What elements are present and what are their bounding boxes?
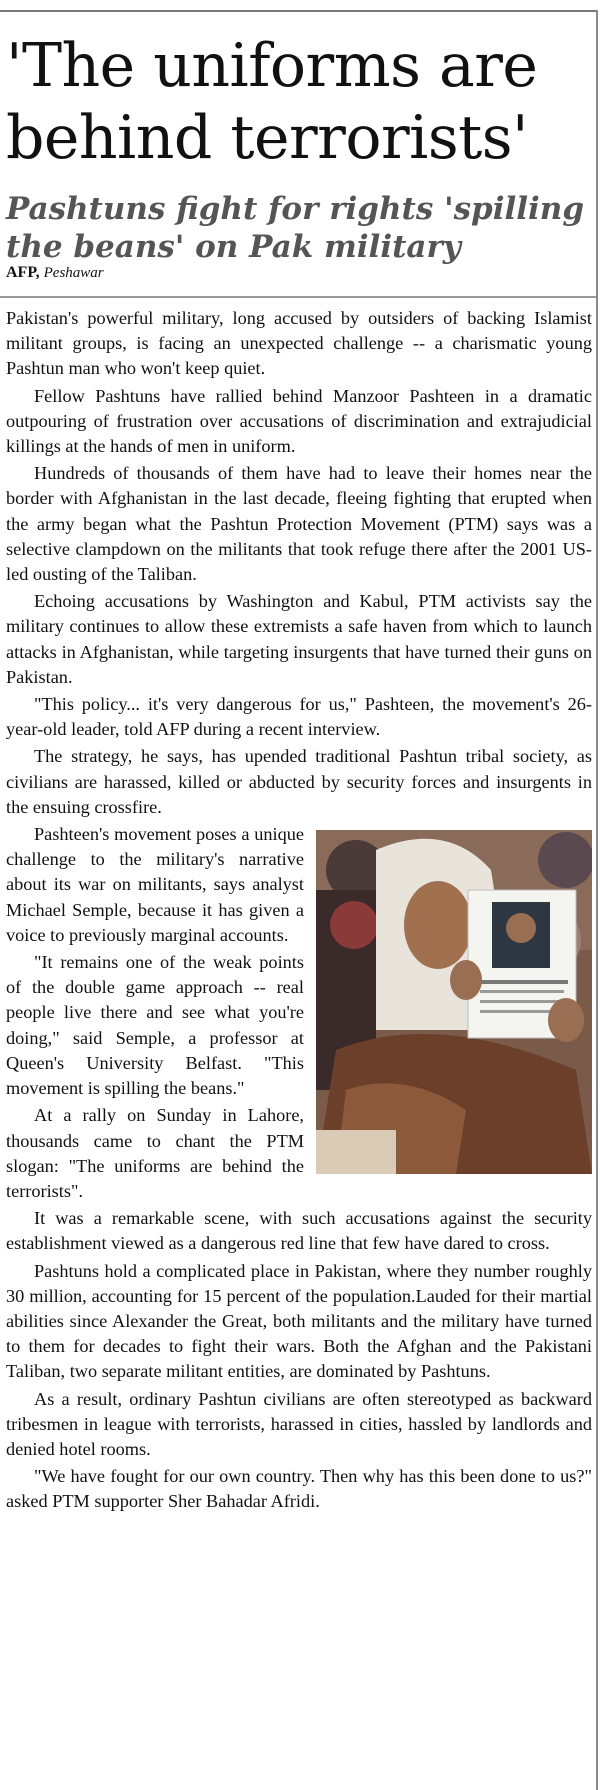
paragraph: Echoing accusations by Washington and Kabul, PTM activists say the military continues to allow these extremists a safe haven from which to launch attacks in Afghanistan, while targeting insurgents that have turned their guns on Pakistan. [6, 591, 592, 687]
paragraph: Pakistan's powerful military, long accused by outsiders of backing Islamist militant groups, is facing an unexpected challenge -- a charismatic young Pashtun man who won't keep quiet. [6, 308, 592, 379]
byline-agency: AFP, [6, 264, 40, 281]
paragraph: "It remains one of the weak points of the double game approach -- real people live there and see what you're doing," said Semple, a professor at Queen's University Belfast. "This movement is spilling the beans." [6, 952, 304, 1099]
byline-place: Peshawar [43, 265, 104, 281]
article-body [6, 306, 592, 1517]
paragraph: Fellow Pashtuns have rallied behind Manzoor Pashteen in a dramatic outpouring of frustration over accusations of discrimination and extrajudicial killings at the hands of men in uniform. [6, 385, 592, 457]
paragraph: Pashtuns hold a complicated place in Pakistan, where they number roughly 30 million, accounting for 15 percent of the population.Lauded for their martial abilities since Alexander the Great, both militants and the military have turned to them for decades to fight their wars. Both the Afghan and the Pakistani Taliban, two separate militant entities, are dominated by Pashtuns. [6, 1260, 592, 1382]
paragraph: It was a remarkable scene, with such accusations against the security establishment viewed as a dangerous red line that few have dared to cross. [6, 1208, 592, 1254]
news-photo [316, 830, 592, 1174]
paragraph: Pashteen's movement poses a unique challenge to the military's narrative about its war on militants, says analyst Michael Semple, because it has given a voice to previously marginal accounts. [6, 824, 304, 945]
protester-photo-image [316, 830, 592, 1174]
byline [6, 264, 104, 282]
headline: 'The uniforms are behind terrorists' [6, 31, 538, 173]
byline-rule [0, 296, 596, 298]
column-rule [596, 10, 598, 1790]
paragraph: At a rally on Sunday in Lahore, thousands came to chant the PTM slogan: "The uniforms are behind the terrorists". [6, 1105, 304, 1201]
paragraph: As a result, ordinary Pashtun civilians are often stereotyped as backward tribesmen in league with terrorists, harassed in cities, hassled by landlords and denied hotel rooms. [6, 1388, 592, 1459]
paragraph: The strategy, he says, has upended traditional Pashtun tribal society, as civilians are harassed, killed or abducted by security forces and insurgents in the ensuing crossfire. [6, 746, 592, 817]
top-rule [0, 10, 596, 12]
paragraph: "We have fought for our own country. Then why has this been done to us?" asked PTM supporter Sher Bahadar Afridi. [6, 1466, 592, 1512]
subheadline: Pashtuns fight for rights 'spilling the beans' on Pak military [6, 191, 585, 265]
paragraph: "This policy... it's very dangerous for us," Pashteen, the movement's 26-year-old leader, told AFP during a recent interview. [6, 694, 592, 740]
paragraph: Hundreds of thousands of them have had to leave their homes near the border with Afghanistan in the last decade, fleeing fighting that erupted when the army began what the Pashtun Protection Movement (PTM) says was a selective clampdown on the militants that took refuge there after the 2001 US-led ousting of the Taliban. [6, 463, 592, 585]
